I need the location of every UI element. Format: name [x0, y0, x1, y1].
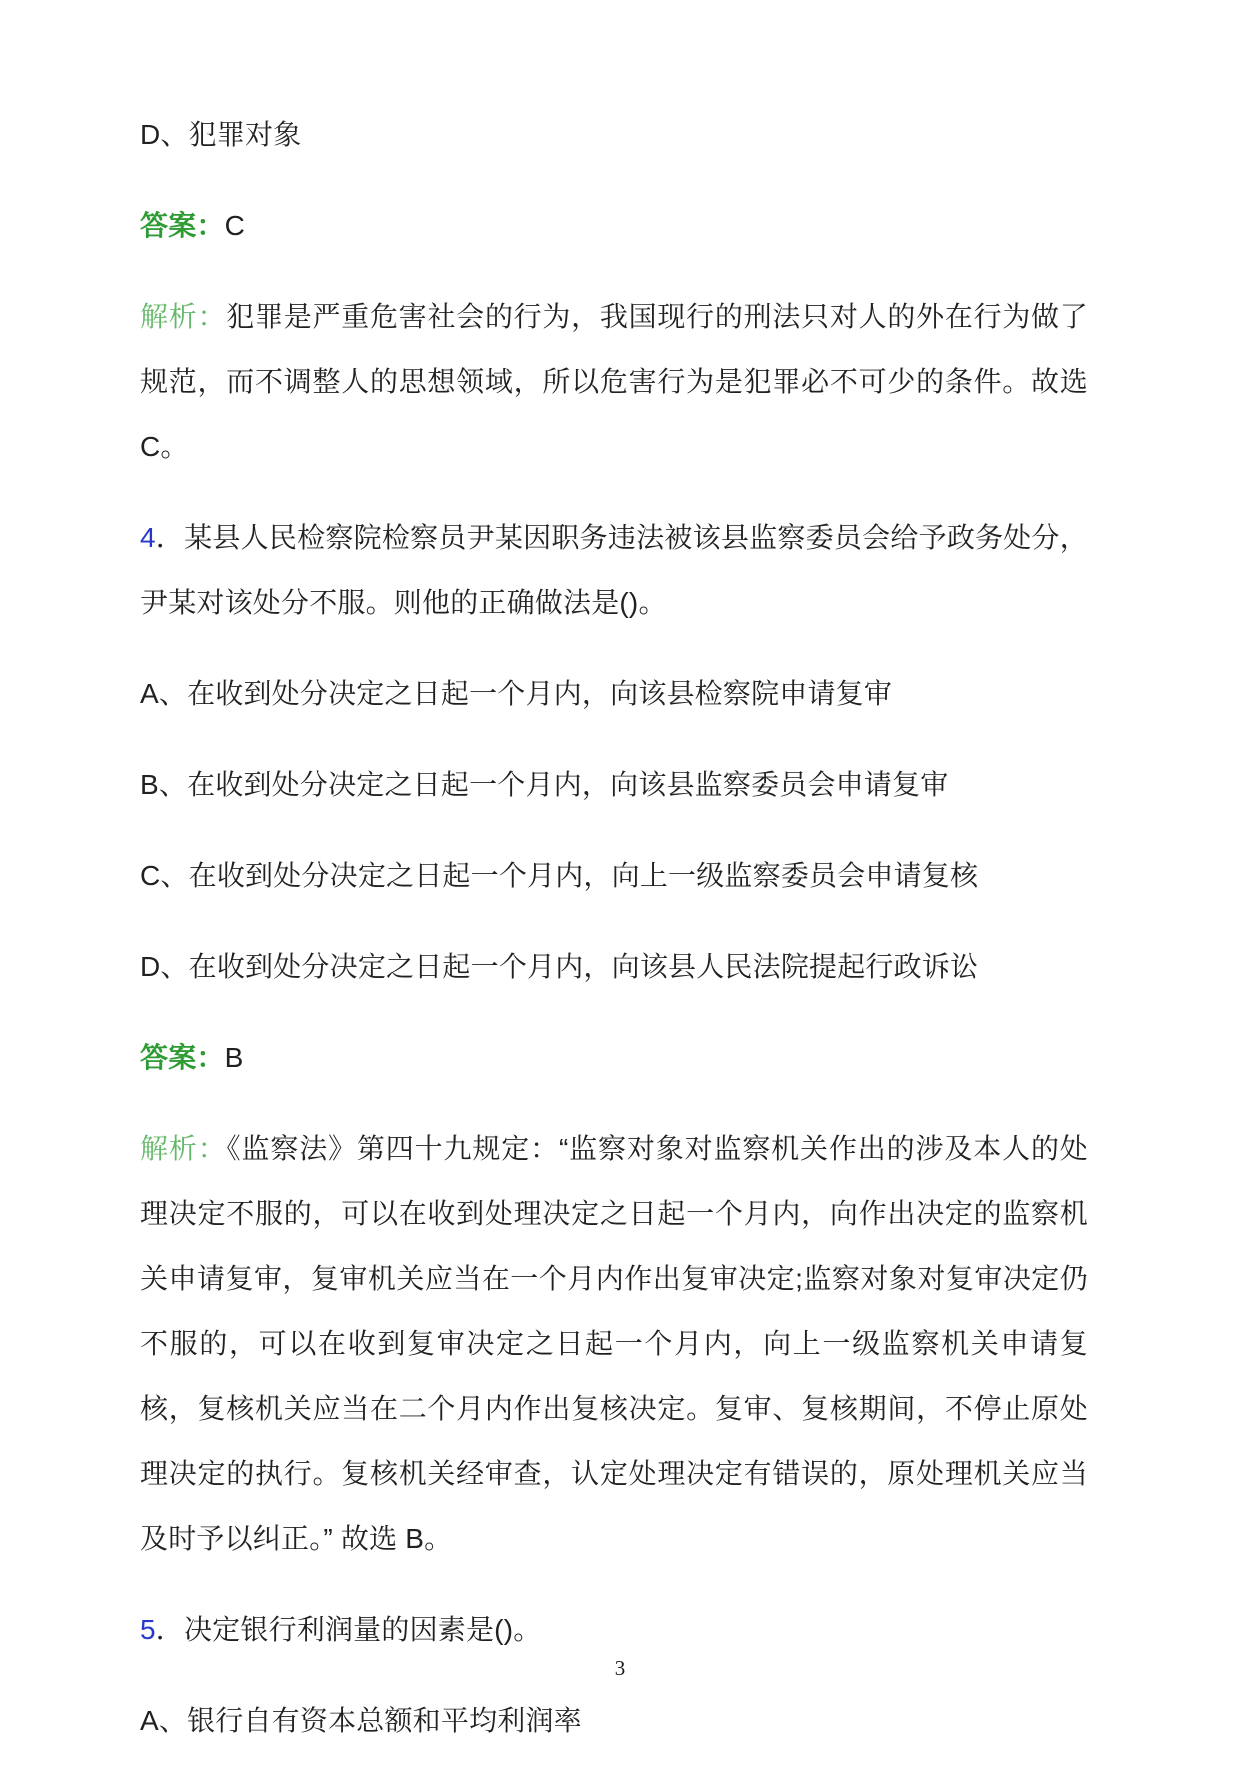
answer-label: 答案 [140, 1042, 197, 1073]
question-text: 某县人民检察院检察员尹某因职务违法被该县监察委员会给予政务处分，尹某对该处分不服。则他的正确做法是()。 [140, 522, 1089, 618]
question-paragraph-q4 [140, 505, 1088, 635]
option-line-q4-a [140, 661, 1088, 726]
analysis-paragraph-q3 [140, 284, 1088, 479]
question-number-dot: ． [155, 1614, 184, 1645]
analysis-label: 解析 [140, 301, 198, 332]
option-text: A、在收到处分决定之日起一个月内，向该县检察院申请复审 [140, 678, 893, 709]
answer-colon: ： [196, 210, 225, 241]
question-paragraph-q5 [140, 1597, 1088, 1662]
answer-value: B [224, 1042, 244, 1073]
answer-line-q3 [140, 193, 1088, 258]
answer-colon: ： [196, 1042, 225, 1073]
page-content [140, 102, 1088, 1779]
answer-line-q4 [140, 1025, 1088, 1090]
question-text: 决定银行利润量的因素是()。 [183, 1614, 542, 1645]
option-text: B、在收到处分决定之日起一个月内，向该县监察委员会申请复审 [140, 769, 949, 800]
question-number: 5 [140, 1614, 156, 1645]
question-number: 4 [140, 522, 156, 553]
answer-label: 答案 [140, 210, 197, 241]
analysis-label: 解析 [140, 1133, 198, 1164]
analysis-paragraph-q4 [140, 1116, 1088, 1571]
option-line-q5-a [140, 1688, 1088, 1753]
option-text: D、犯罪对象 [140, 119, 302, 150]
answer-value: C [224, 210, 246, 241]
analysis-colon: ： [197, 1133, 227, 1164]
analysis-text: 犯罪是严重危害社会的行为，我国现行的刑法只对人的外在行为做了规范，而不调整人的思想领域，所以危害行为是犯罪必不可少的条件。故选 C。 [140, 301, 1088, 462]
option-text: C、在收到处分决定之日起一个月内，向上一级监察委员会申请复核 [140, 860, 979, 891]
option-line-q4-c [140, 843, 1088, 908]
option-text: D、在收到处分决定之日起一个月内，向该县人民法院提起行政诉讼 [140, 951, 979, 982]
page-number: 3 [614, 1656, 626, 1680]
option-line-q4-d [140, 934, 1088, 999]
option-line-q4-b [140, 752, 1088, 817]
option-line-q3-d [140, 102, 1088, 167]
question-number-dot: ． [155, 522, 185, 553]
analysis-colon: ： [197, 301, 227, 332]
analysis-text: 《监察法》第四十九规定：“监察对象对监察机关作出的涉及本人的处理决定不服的，可以在收到处理决定之日起一个月内，向作出决定的监察机关申请复审，复审机关应当在一个月内作出复审决定;监察对象对复审决定仍不服的，可以在收到复审决定之日起一个月内，向上一级监察机关申请复核，复核机关应当在二个月内作出复核决定。复审、复核期间，不停止原处理决定的执行。复核机关经审查，认定处理决定有错误的，原处理机关应当及时予以纠正。” 故选 B。 [140, 1133, 1089, 1554]
option-text: A、银行自有资本总额和平均利润率 [140, 1705, 582, 1736]
